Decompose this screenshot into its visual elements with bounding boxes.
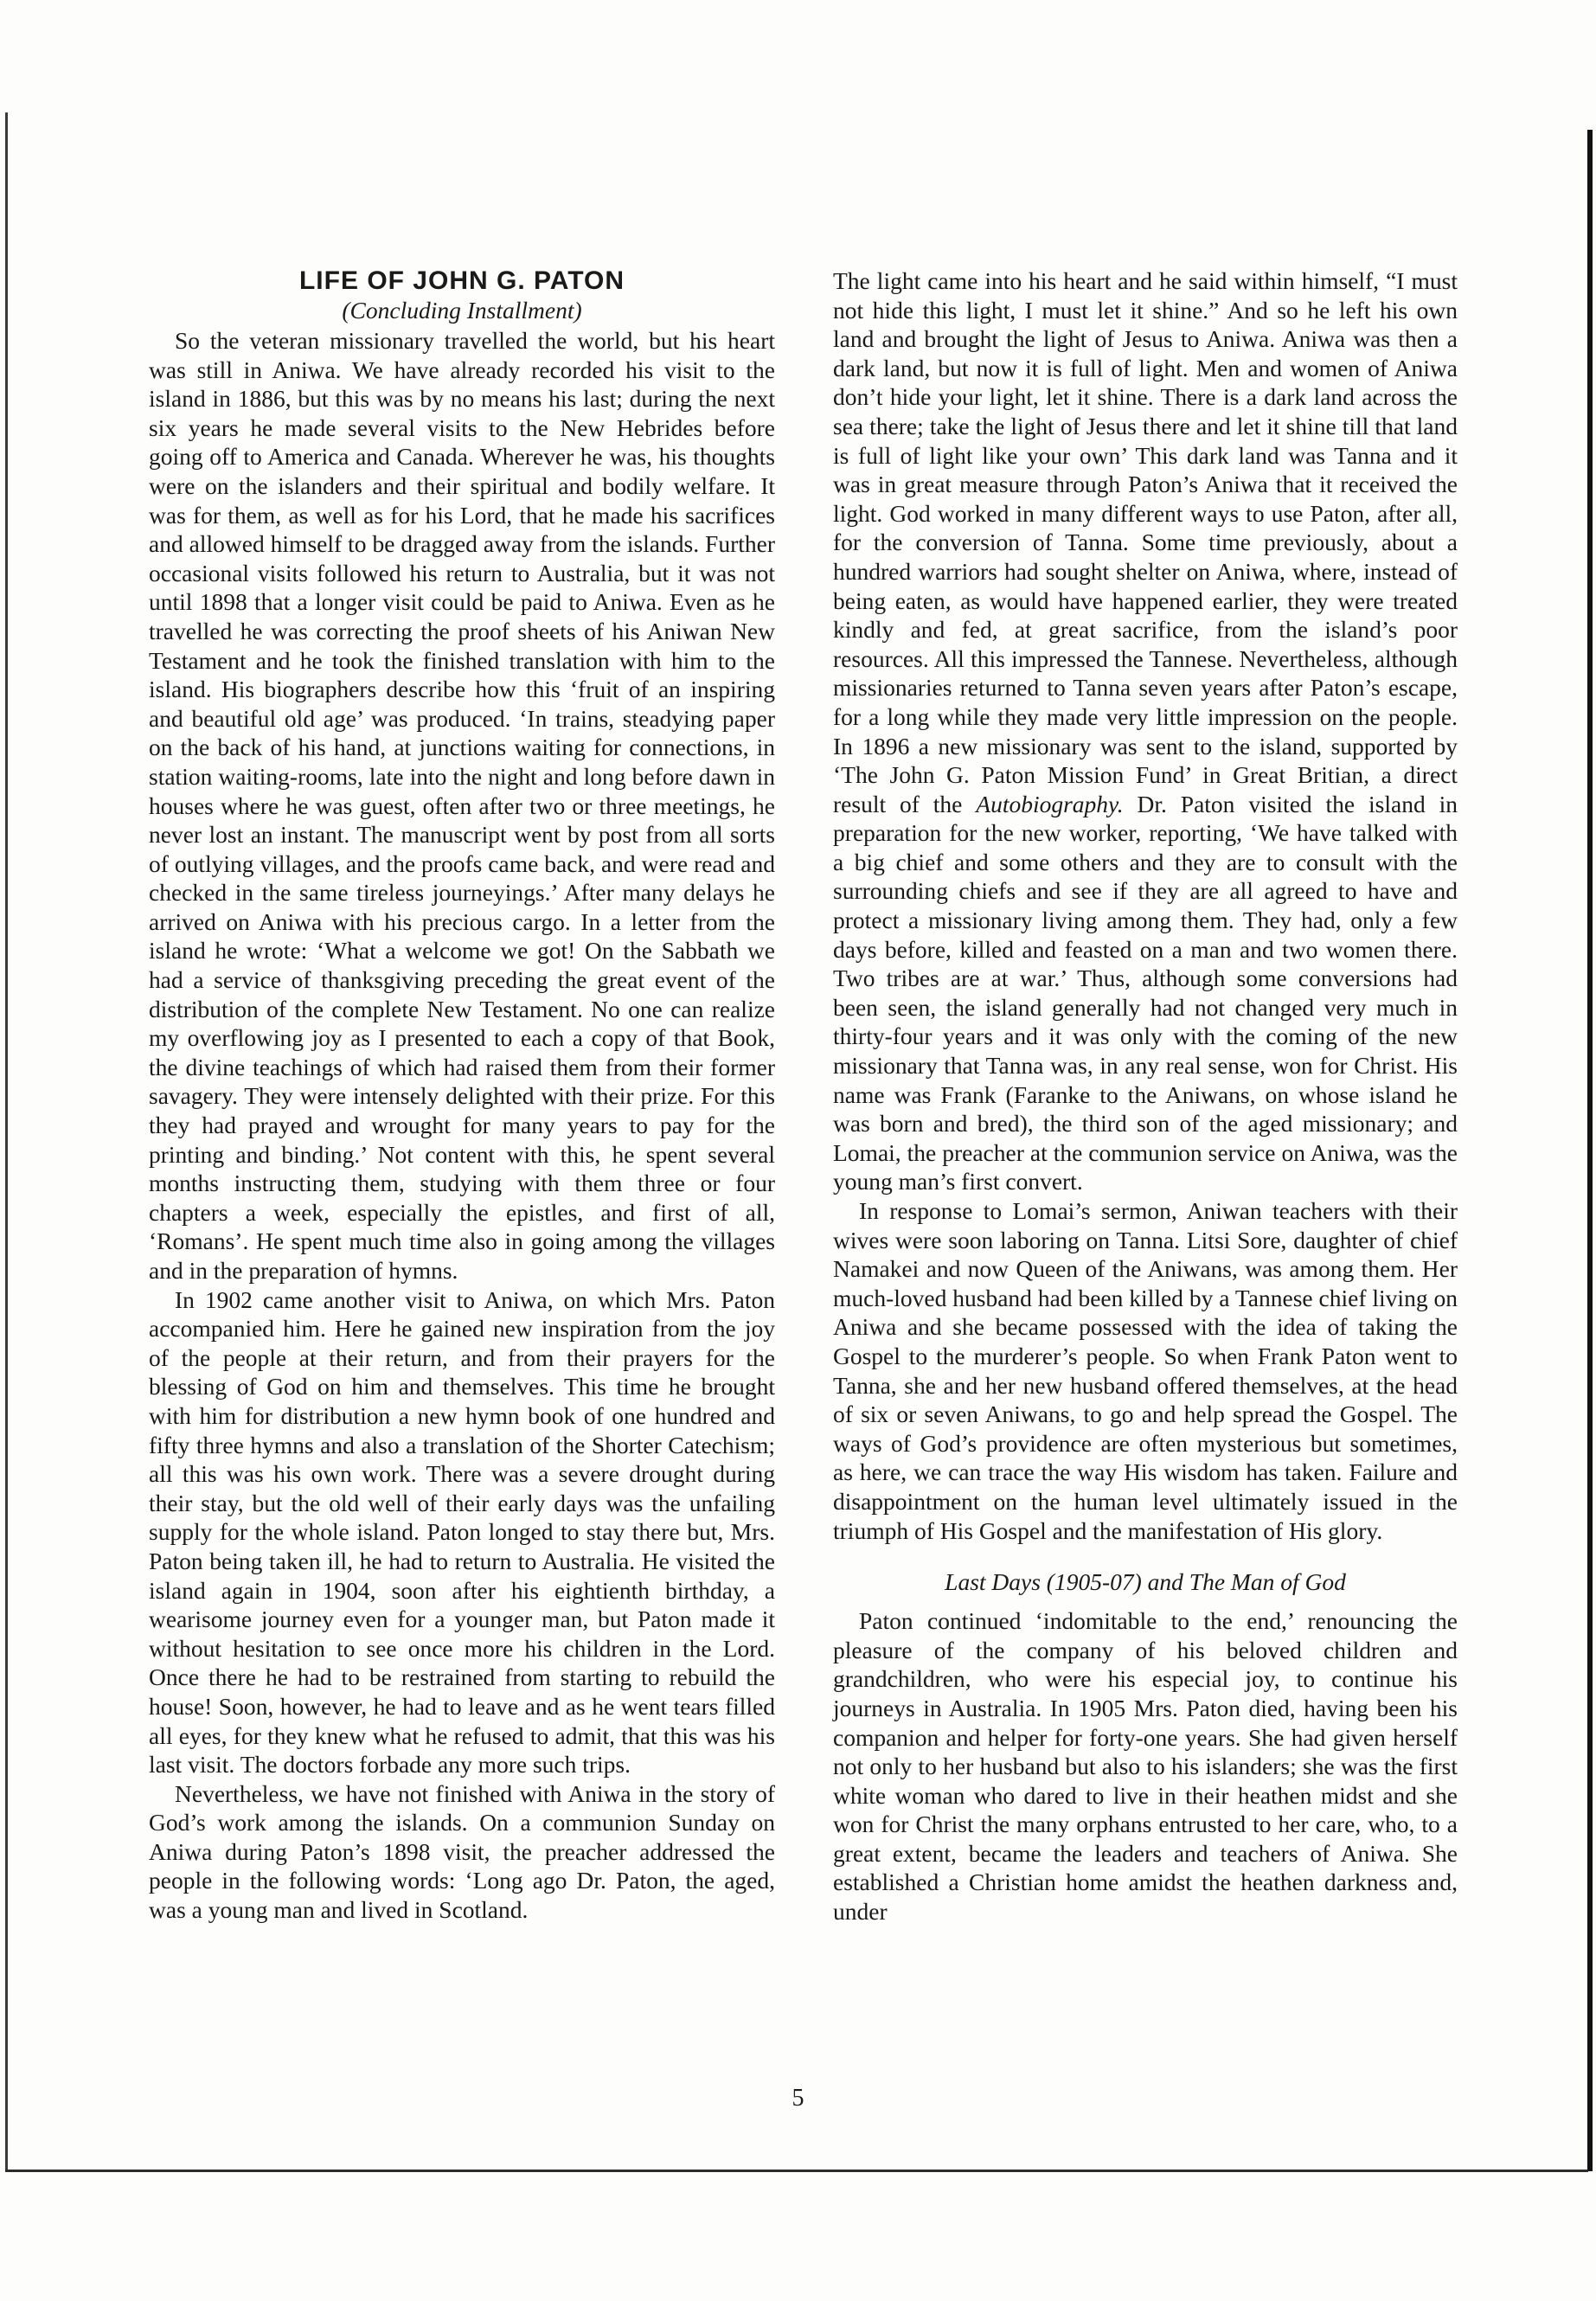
scan-edge-bottom bbox=[5, 2170, 1588, 2172]
article-title: LIFE OF JOHN G. PATON bbox=[298, 266, 625, 295]
article-subtitle: (Concluding Installment) bbox=[342, 297, 582, 324]
paragraph: Nevertheless, we have not finished with Aniwa in the story of God’s work among the islands. On a communion Sunday on Aniwa during Paton’s 1898 visit, the preacher addressed the people in the following words: ‘Long ago Dr. Paton, the aged, was a young man and lived in Scotland. bbox=[149, 1779, 775, 1924]
paragraph-text: The light came into his heart and he said within himself, “I must not hide this light, I must let it shine.” And so he left his own land and brought the light of Jesus to Aniwa. Aniwa was then a dark land, but now it is full of light. Men and women of Aniwa don’t hide your light, let it shine. There is a dark land across the sea there; take the light of Jesus there and let it shine till that land is full of light like your own’ This dark land was Tanna and it was in great measure through Paton’s Aniwa that it received the light. God worked in many different ways to use Paton, after all, for the conversion of Tanna. Some time previously, about a hundred warriors had sought shelter on Aniwa, where, instead of being eaten, as would have happened earlier, they were treated kindly and fed, at great sacrifice, from the island’s poor resources. All this impressed the Tannese. Nevertheless, although missionaries returned to Tanna seven years after Paton’s escape, for a long while they made very little impression on the people. In 1896 a new missionary was sent to the island, supported by ‘The John G. Paton Mission Fund’ in Great Britian, a direct result of the bbox=[833, 267, 1458, 817]
paragraph bbox=[833, 266, 1458, 1196]
paragraph: So the veteran missionary travelled the world, but his heart was still in Aniwa. We have already recorded his visit to the island in 1886, but this was by no means his last; during the next six years he made several visits to the New Hebrides before going off to America and Canada. Wherever he was, his thoughts were on the islanders and their spiritual and bodily welfare. It was for them, as well as for his Lord, that he made his sacrifices and allowed himself to be dragged away from the islands. Further occasional visits followed his return to Australia, but it was not until 1898 that a longer visit could be paid to Aniwa. Even as he travelled he was correcting the proof sheets of his Aniwan New Testament and he took the finished translation with him to the island. His biographers describe how this ‘fruit of an inspiring and beautiful old age’ was produced. ‘In trains, steadying paper on the back of his hand, at junctions waiting for connections, in station waiting-rooms, late into the night and long before dawn in houses where he was guest, often after two or three meetings, he never lost an instant. The manuscript went by post from all sorts of outlying villages, and the proofs came back, and were read and checked in the same tireless journeyings.’ After many delays he arrived on Aniwa with his precious cargo. In a letter from the island he wrote: ‘What a welcome we got! On the Sabbath we had a service of thanksgiving preceding the great event of the distribution of the complete New Testament. No one can realize my overflowing joy as I presented to each a copy of that Book, the divine teachings of which had raised them from their former savagery. They were intensely delighted with their prize. For this they had prayed and wrought for many years to pay for the printing and binding.’ Not content with this, he spent several months instructing them, studying with them three or four chapters a week, especially the epistles, and first of all, ‘Romans’. He spent much time also in going among the villages and in the preparation of hymns. bbox=[149, 327, 775, 1284]
page-number: 5 bbox=[792, 2085, 804, 2112]
right-column bbox=[833, 266, 1458, 1926]
paragraph: In 1902 came another visit to Aniwa, on which Mrs. Paton accompanied him. Here he gained new inspiration from the joy of the people at their return, and from their prayers for the blessing of God on him and themselves. This time he brought with him for distribution a new hymn book of one hundred and fifty three hymns and also a translation of the Shorter Catechism; all this was his own work. There was a severe drought during their stay, but the old well of their early days was the unfailing supply for the whole island. Paton longed to stay there but, Mrs. Paton being taken ill, he had to return to Australia. He visited the island again in 1904, soon after his eightienth birthday, a wearisome journey even for a younger man, but Paton made it without hesitation to see once more his children in the Lord. Once there he had to be restrained from starting to rebuild the house! Soon, however, he had to leave and as he went tears filled all eyes, for they knew what he refused to admit, that this was his last visit. The doctors forbade any more such trips. bbox=[149, 1285, 775, 1779]
section-heading: Last Days (1905-07) and The Man of God bbox=[945, 1568, 1346, 1596]
left-column bbox=[149, 266, 775, 1925]
scan-edge-right bbox=[1587, 130, 1593, 2171]
paragraph: Paton continued ‘indomitable to the end,’ renouncing the pleasure of the company of his beloved children and grandchildren, who were his especial joy, to continue his journeys in Australia. In 1905 Mrs. Paton died, having been his companion and helper for forty-one years. She had given herself not only to her husband but also to his islanders; she was the first white woman who dared to live in their heathen midst and she won for Christ the many orphans entrusted to her care, who, to a great extent, became the leaders and teachers of Aniwa. She established a Christian home amidst the heathen darkness and, under bbox=[833, 1607, 1458, 1926]
paragraph-text: Dr. Paton visited the island in preparation for the new worker, reporting, ‘We have talked with a big chief and some others and they are to consult with the surrounding chiefs and see if they are all agreed to have and protect a missionary living among them. They had, only a few days before, killed and feasted on a man and two women there. Two tribes are at war.’ Thus, although some conversions had been seen, the island generally had not changed very much in thirty-four years and it was only with the coming of the new missionary that Tanna was, in any real sense, won for Christ. His name was Frank (Faranke to the Aniwans, on whose island he was born and bred), the third son of the aged missionary; and Lomai, the preacher at the communion service on Aniwa, was the young man’s first convert. bbox=[833, 790, 1458, 1195]
book-title: Autobiography. bbox=[976, 790, 1124, 817]
scan-edge-left bbox=[5, 112, 8, 2171]
paragraph: In response to Lomai’s sermon, Aniwan teachers with their wives were soon laboring on Tanna. Litsi Sore, daughter of chief Namakei and now Queen of the Aniwans, was among them. Her much-loved husband had been killed by a Tannese chief living on Aniwa and she became possessed with the idea of taking the Gospel to the murderer’s people. So when Frank Paton went to Tanna, she and her new husband offered themselves, at the head of six or seven Aniwans, to go and help spread the Gospel. The ways of God’s providence are often mysterious but sometimes, as here, we can trace the way His wisdom has taken. Failure and disappointment on the human level ultimately issued in the triumph of His Gospel and the manifestation of His glory. bbox=[833, 1197, 1458, 1544]
